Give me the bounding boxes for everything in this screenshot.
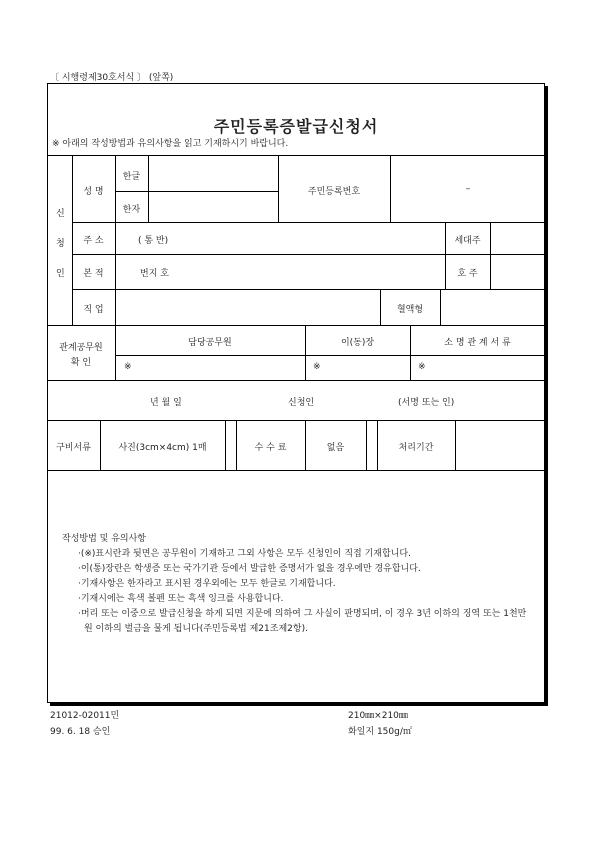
note-item: ·머리 또는 이중으로 발급신청을 하게 되면 지문에 의하여 그 사실이 판명되며, 이 경우 3년 이하의 징역 또는 1천만원 이하의 벌금을 물게 됩니다(주민등록법 제21조제2항).: [78, 609, 527, 634]
hanja-label: 한자: [122, 205, 141, 215]
ho-label: 호 주: [457, 269, 478, 279]
applicant-section-label: 신: [56, 209, 65, 219]
frame-shadow: [545, 86, 548, 706]
ho-field[interactable]: [491, 256, 544, 288]
name-hanja-field[interactable]: [149, 192, 277, 221]
notes-section: [62, 532, 532, 637]
form-title: 주민등록증발급신청서: [213, 117, 379, 136]
hangul-label: 한글: [122, 172, 141, 182]
householder-label: 세대주: [454, 236, 481, 246]
job-label: 직 업: [83, 305, 104, 315]
form-instruction: ※ 아래의 작성방법과 유의사항을 읽고 기재하시기 바랍니다.: [52, 139, 289, 149]
address-label: 주 소: [83, 236, 104, 246]
rrn-label: 주민등록번호: [307, 187, 361, 197]
bonjeok-field[interactable]: 번지 호: [140, 269, 169, 279]
notes-heading: 작성방법 및 유의사항: [62, 534, 146, 544]
signature-field[interactable]: (서명 또는 인): [398, 398, 455, 408]
blood-type-label: 혈액형: [396, 305, 424, 315]
householder-field[interactable]: [491, 224, 544, 253]
official-section-label: 관계공무원: [59, 343, 103, 353]
blood-type-field[interactable]: [441, 291, 544, 324]
applicant-signature-label: 신청인: [288, 398, 315, 408]
official-mark: ※: [418, 362, 426, 372]
paper-type: 화일지 150g/㎡: [348, 727, 412, 737]
paper-size: 210㎜×210㎜: [348, 711, 408, 721]
fee-label: 수 수 료: [254, 443, 287, 453]
name-label: 성 명: [83, 187, 104, 197]
name-hangul-field[interactable]: [149, 158, 277, 190]
note-item: ·기재시에는 흑색 볼펜 또는 흑색 잉크를 사용합니다.: [78, 594, 284, 604]
official-mark: ※: [313, 362, 321, 372]
applicant-section-label: 청: [56, 239, 65, 249]
official-section-label: 확 인: [70, 358, 92, 368]
form-header-note: 〔 시행령제30호서식 〕 (앞쪽): [50, 73, 174, 83]
bonjeok-label: 본 적: [83, 269, 104, 279]
docs-value: 사진(3cm×4cm) 1매: [118, 443, 207, 453]
official-col-staff: 담당공무원: [188, 338, 232, 348]
note-item: ·(※)표시란과 뒷면은 공무원이 기재하고 그외 사항은 모두 신청인이 직접 기재합니다.: [78, 549, 411, 559]
note-item: ·이(통)장란은 학생증 또는 국가기관 등에서 발급한 증명서가 없을 경우에만 경유합니다.: [78, 564, 421, 574]
form-code: 21012-02011민: [50, 711, 120, 721]
address-field[interactable]: ( 통 반): [138, 236, 169, 246]
official-col-docs: 소 명 관 계 서 류: [444, 338, 511, 348]
date-field[interactable]: 년 월 일: [150, 398, 182, 408]
rrn-field[interactable]: –: [465, 184, 471, 194]
official-mark: ※: [124, 362, 132, 372]
applicant-section-label: 인: [56, 269, 65, 279]
approval-date: 99. 6. 18 승인: [50, 727, 111, 737]
note-item: ·기재사항은 한자라고 표시된 경우외에는 모두 한글로 기재합니다.: [78, 579, 336, 589]
official-col-tongjang: 이(동)장: [340, 338, 375, 348]
docs-label: 구비서류: [56, 443, 91, 453]
processing-period-label: 처리기간: [398, 443, 434, 453]
frame-shadow: [50, 703, 548, 706]
fee-value: 없음: [326, 443, 345, 453]
job-field[interactable]: [116, 291, 379, 324]
